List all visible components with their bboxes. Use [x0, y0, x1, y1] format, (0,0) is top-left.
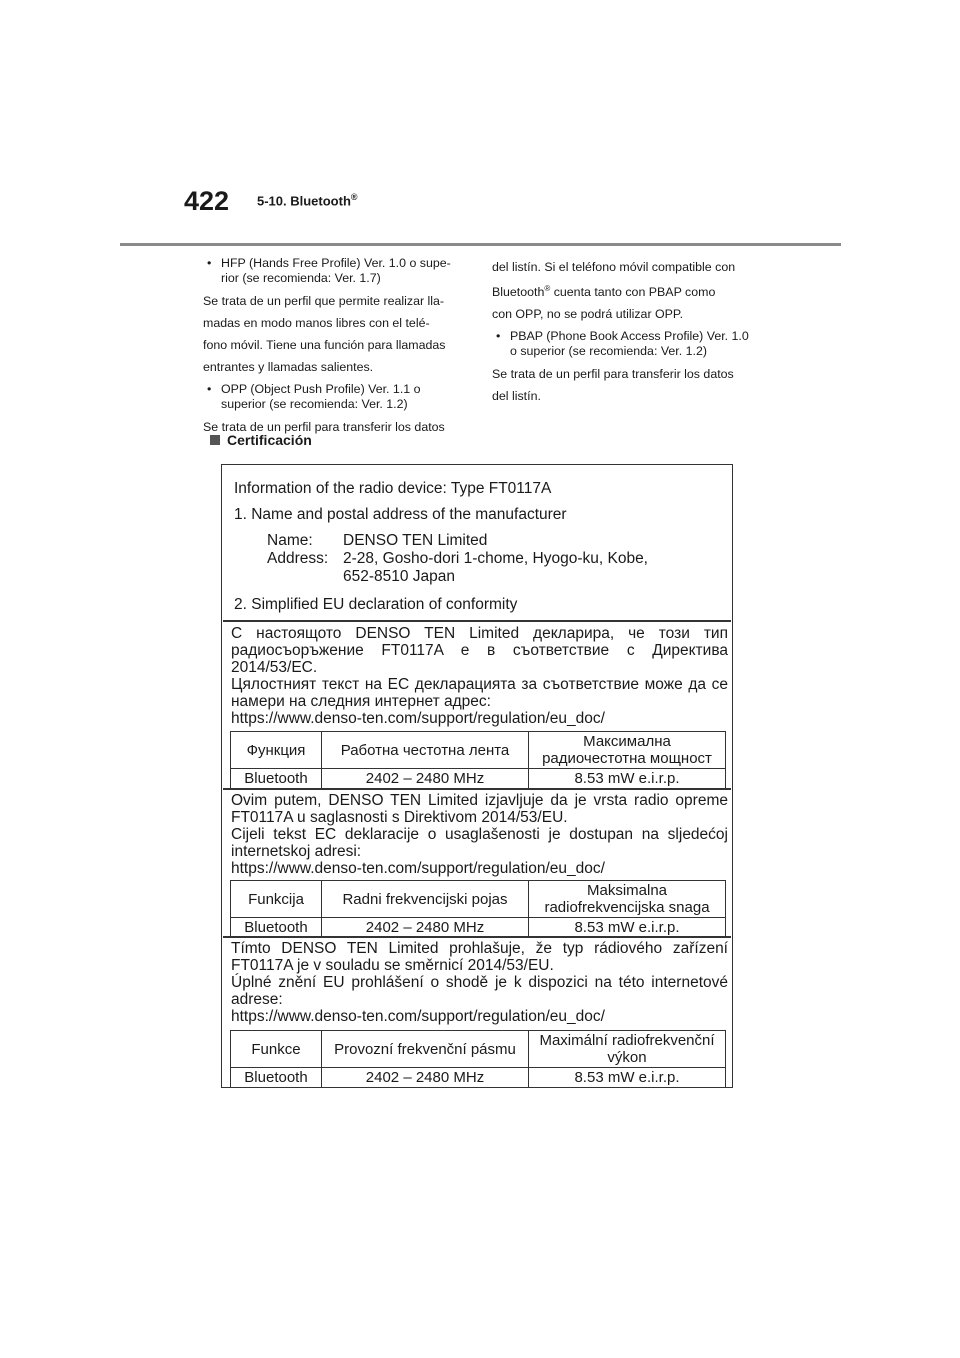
paragraph-pbap: Se trata de un perfil para transferir los datos del listín.: [492, 367, 734, 404]
square-bullet-icon: [210, 435, 220, 445]
manufacturer-address: Name: DENSO TEN Limited Address: 2-28, Gosho-dori 1-chome, Hyogo-ku, Kobe, 652-8510 Japan: [267, 532, 648, 585]
separator: [223, 788, 731, 790]
table-row: Функция Работна честотна лента Максимална радиочестотна мощност: [231, 732, 726, 769]
right-column: [492, 256, 754, 411]
frequency-table-cs: [230, 1030, 726, 1088]
paragraph-opp: Se trata de un perfil para transferir los datos: [203, 420, 445, 434]
table-row: Funkce Provozní frekvenční pásmu Maximální radiofrekvenční výkon: [231, 1031, 726, 1068]
table-row: Bluetooth 2402 – 2480 MHz 8.53 mW e.i.r.p.: [231, 918, 726, 938]
declaration-bg: С настоящото DENSO TEN Limited декларира, че този тип радиосъоръжение FT0117A е в съответствие с Директива 2014/53/EC. Цялостният текст на ЕС декларацията за съответствие може да се намери на следния интернет адрес: https://www.denso-ten.com/support/regulation/eu_doc/: [231, 625, 728, 727]
bullet-hfp: • HFP (Hands Free Profile) Ver. 1.0 o supe-rior (se recomienda: Ver. 1.7): [203, 256, 461, 286]
manufacturer-heading: 1. Name and postal address of the manufacturer: [234, 506, 567, 523]
declaration-hr: Ovim putem, DENSO TEN Limited izjavljuje da je vrsta radio opreme FT0117A u saglasnosti s Direktivom 2014/53/EU. Cijeli tekst EC deklaracije o usaglašenosti je dostupan na sljedećoj internetskoj adresi: https://www.denso-ten.com/support/regulation/eu_doc/: [231, 792, 728, 877]
frequency-table-hr: [230, 880, 726, 938]
certification-heading: Certificación: [210, 432, 312, 448]
bullet-opp: • OPP (Object Push Profile) Ver. 1.1 o superior (se recomienda: Ver. 1.2): [203, 382, 461, 412]
radio-device-title: Information of the radio device: Type FT0117A: [234, 480, 552, 497]
declaration-cs: Tímto DENSO TEN Limited prohlašuje, že typ rádiového zařízení FT0117A je v souladu se směrnicí 2014/53/EU. Úplné znění EU prohlášení o shodě je k dispozici na této internetové adrese: https://www.denso-ten.com/support/regulation/eu_doc/: [231, 940, 728, 1025]
header-rule: [120, 243, 841, 246]
table-row: Funkcija Radni frekvencijski pojas Maksimalna radiofrekvencijska snaga: [231, 881, 726, 918]
page-number: 422: [184, 186, 230, 216]
paragraph-opp-cont: del listín. Si el teléfono móvil compatible con Bluetooth® cuenta tanto con PBAP como con OPP, no se podrá utilizar OPP.: [492, 260, 736, 322]
separator: [223, 620, 731, 622]
frequency-table-bg: [230, 731, 726, 789]
paragraph-hfp: Se trata de un perfil que permite realizar lla- madas en modo manos libres con el telé- fono móvil. Tiene una función para llamadas entrantes y llamadas salientes.: [203, 294, 446, 374]
separator: [223, 936, 731, 938]
table-row: Bluetooth 2402 – 2480 MHz 8.53 mW e.i.r.p.: [231, 769, 726, 789]
section-title: 5-10. Bluetooth®: [257, 192, 358, 209]
eu-declaration-heading: 2. Simplified EU declaration of conformity: [234, 596, 518, 613]
bullet-pbap: • PBAP (Phone Book Access Profile) Ver. 1.0 o superior (se recomienda: Ver. 1.2): [492, 329, 754, 359]
left-column: [203, 256, 461, 442]
table-row: Bluetooth 2402 – 2480 MHz 8.53 mW e.i.r.p.: [231, 1068, 726, 1088]
